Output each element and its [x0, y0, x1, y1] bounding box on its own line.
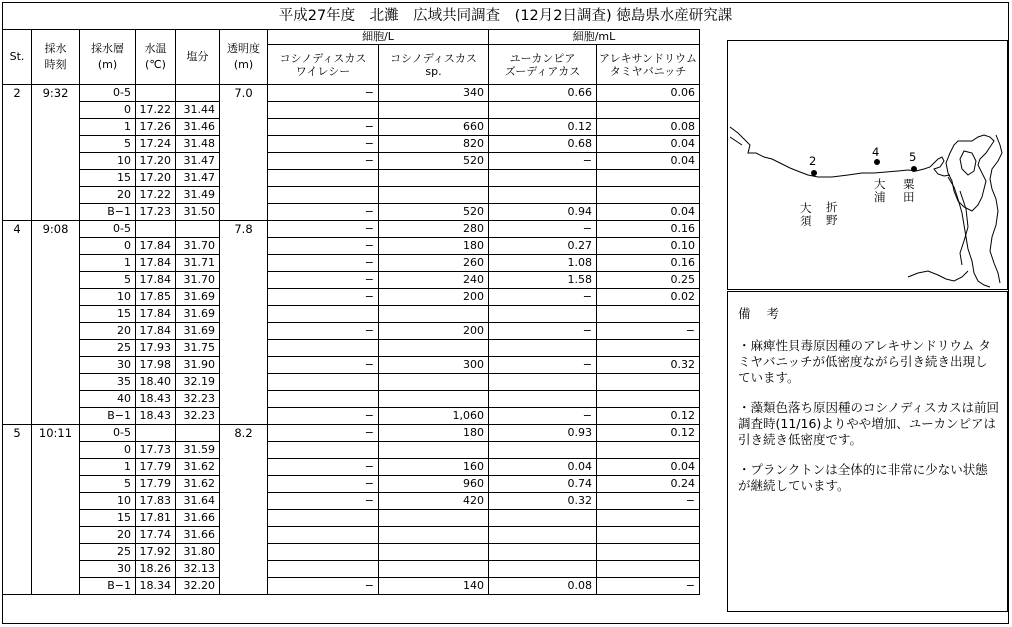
alexandrium-cell — [597, 391, 700, 408]
alexandrium-cell: 0.04 — [597, 459, 700, 476]
temperature-cell: 17.83 — [136, 493, 176, 510]
depth-cell: 15 — [80, 170, 136, 187]
coscinodiscus-wailesii-cell — [268, 102, 379, 119]
depth-cell: 10 — [80, 493, 136, 510]
header-unit-per-l: 細胞/L — [268, 30, 489, 45]
eucampia-cell: 0.68 — [489, 136, 597, 153]
coscinodiscus-sp-cell — [379, 170, 489, 187]
depth-cell: 35 — [80, 374, 136, 391]
alexandrium-cell: − — [597, 578, 700, 595]
coscinodiscus-sp-cell — [379, 527, 489, 544]
eucampia-cell: 0.32 — [489, 493, 597, 510]
header-species-1: コシノディスカス ワイレシー — [268, 45, 379, 85]
temperature-cell: 18.43 — [136, 408, 176, 425]
table-row — [3, 238, 700, 255]
coscinodiscus-sp-cell: 960 — [379, 476, 489, 493]
alexandrium-cell — [597, 374, 700, 391]
eucampia-cell: − — [489, 221, 597, 238]
header-transparency: 透明度 (m) — [220, 30, 268, 85]
table-row — [3, 357, 700, 374]
table-row — [3, 187, 700, 204]
eucampia-cell — [489, 442, 597, 459]
salinity-cell: 32.20 — [176, 578, 220, 595]
eucampia-cell — [489, 306, 597, 323]
table-row — [3, 527, 700, 544]
coscinodiscus-wailesii-cell: − — [268, 119, 379, 136]
depth-cell: 30 — [80, 561, 136, 578]
alexandrium-cell: 0.06 — [597, 85, 700, 102]
depth-cell: 15 — [80, 510, 136, 527]
header-temp: 水温 (℃) — [136, 30, 176, 85]
temperature-cell: 17.93 — [136, 340, 176, 357]
temperature-cell: 17.84 — [136, 255, 176, 272]
coscinodiscus-wailesii-cell: − — [268, 272, 379, 289]
table-row — [3, 374, 700, 391]
coastline-map-graphic — [728, 41, 1007, 289]
temperature-cell: 17.84 — [136, 238, 176, 255]
alexandrium-cell: 0.02 — [597, 289, 700, 306]
alexandrium-cell — [597, 510, 700, 527]
salinity-cell: 32.23 — [176, 391, 220, 408]
table-row — [3, 476, 700, 493]
table-row — [3, 85, 700, 102]
coscinodiscus-sp-cell: 140 — [379, 578, 489, 595]
table-row — [3, 136, 700, 153]
salinity-cell: 31.69 — [176, 323, 220, 340]
transparency-cell: 8.2 — [220, 425, 268, 595]
temperature-cell: 17.26 — [136, 119, 176, 136]
eucampia-cell: 0.74 — [489, 476, 597, 493]
coscinodiscus-wailesii-cell — [268, 527, 379, 544]
temperature-cell: 17.84 — [136, 323, 176, 340]
coscinodiscus-sp-cell: 200 — [379, 323, 489, 340]
remark-item: ・藻類色落ち原因種のコシノディスカスは前回調査時(11/16)よりやや増加、ユーカンピアは引き続き低密度です。 — [738, 400, 1000, 447]
eucampia-cell: − — [489, 408, 597, 425]
station-marker — [874, 159, 880, 165]
salinity-cell: 31.62 — [176, 476, 220, 493]
coscinodiscus-wailesii-cell — [268, 187, 379, 204]
temperature-cell: 17.20 — [136, 153, 176, 170]
depth-cell: 0 — [80, 102, 136, 119]
header-unit-per-ml: 細胞/mL — [489, 30, 700, 45]
temperature-cell: 18.43 — [136, 391, 176, 408]
alexandrium-cell: 0.08 — [597, 119, 700, 136]
alexandrium-cell — [597, 527, 700, 544]
eucampia-cell: − — [489, 289, 597, 306]
depth-cell: 5 — [80, 476, 136, 493]
header-depth: 採水層 (m) — [80, 30, 136, 85]
salinity-cell: 31.70 — [176, 238, 220, 255]
coscinodiscus-sp-cell — [379, 306, 489, 323]
coscinodiscus-sp-cell — [379, 544, 489, 561]
coscinodiscus-wailesii-cell: − — [268, 221, 379, 238]
eucampia-cell: − — [489, 357, 597, 374]
survey-table — [2, 29, 700, 595]
table-row — [3, 459, 700, 476]
coscinodiscus-sp-cell: 260 — [379, 255, 489, 272]
header-species-2: コシノディスカス sp. — [379, 45, 489, 85]
table-row — [3, 544, 700, 561]
station-label: 2 — [809, 154, 817, 168]
coscinodiscus-sp-cell — [379, 442, 489, 459]
table-row — [3, 102, 700, 119]
coscinodiscus-sp-cell — [379, 340, 489, 357]
coscinodiscus-wailesii-cell — [268, 544, 379, 561]
eucampia-cell — [489, 527, 597, 544]
temperature-cell: 17.22 — [136, 102, 176, 119]
eucampia-cell: 0.04 — [489, 459, 597, 476]
temperature-cell: 17.74 — [136, 527, 176, 544]
station-marker — [911, 166, 917, 172]
eucampia-cell: 0.27 — [489, 238, 597, 255]
table-row — [3, 561, 700, 578]
eucampia-cell: 0.93 — [489, 425, 597, 442]
coscinodiscus-wailesii-cell: − — [268, 204, 379, 221]
coscinodiscus-sp-cell: 1,060 — [379, 408, 489, 425]
coscinodiscus-sp-cell: 420 — [379, 493, 489, 510]
salinity-cell: 31.66 — [176, 527, 220, 544]
depth-cell: 0-5 — [80, 425, 136, 442]
salinity-cell: 31.47 — [176, 153, 220, 170]
salinity-cell: 32.19 — [176, 374, 220, 391]
alexandrium-cell — [597, 102, 700, 119]
station-label: 5 — [909, 150, 917, 164]
remarks-panel — [727, 291, 1008, 612]
table-row — [3, 578, 700, 595]
salinity-cell — [176, 425, 220, 442]
alexandrium-cell: 0.25 — [597, 272, 700, 289]
temperature-cell: 17.79 — [136, 459, 176, 476]
temperature-cell: 17.23 — [136, 204, 176, 221]
alexandrium-cell: 0.16 — [597, 255, 700, 272]
alexandrium-cell — [597, 187, 700, 204]
header-time: 採水 時刻 — [32, 30, 80, 85]
table-row — [3, 408, 700, 425]
coscinodiscus-wailesii-cell — [268, 442, 379, 459]
coscinodiscus-sp-cell: 300 — [379, 357, 489, 374]
depth-cell: 20 — [80, 187, 136, 204]
station-id-cell: 2 — [3, 85, 32, 221]
station-label: 4 — [872, 145, 880, 159]
depth-cell: 15 — [80, 306, 136, 323]
temperature-cell — [136, 85, 176, 102]
depth-cell: 0-5 — [80, 85, 136, 102]
salinity-cell: 31.66 — [176, 510, 220, 527]
table-row — [3, 170, 700, 187]
eucampia-cell — [489, 510, 597, 527]
table-row — [3, 306, 700, 323]
alexandrium-cell: 0.12 — [597, 408, 700, 425]
coscinodiscus-sp-cell: 240 — [379, 272, 489, 289]
temperature-cell: 17.20 — [136, 170, 176, 187]
depth-cell: 1 — [80, 119, 136, 136]
alexandrium-cell — [597, 340, 700, 357]
coscinodiscus-wailesii-cell: − — [268, 459, 379, 476]
eucampia-cell — [489, 544, 597, 561]
temperature-cell: 17.84 — [136, 272, 176, 289]
table-row — [3, 323, 700, 340]
table-row — [3, 119, 700, 136]
alexandrium-cell: 0.04 — [597, 153, 700, 170]
table-row — [3, 221, 700, 238]
alexandrium-cell — [597, 544, 700, 561]
depth-cell: 1 — [80, 459, 136, 476]
coscinodiscus-sp-cell: 180 — [379, 238, 489, 255]
eucampia-cell — [489, 187, 597, 204]
place-label: 大須 — [800, 201, 812, 228]
coscinodiscus-wailesii-cell: − — [268, 476, 379, 493]
coscinodiscus-wailesii-cell: − — [268, 85, 379, 102]
station-id-cell: 4 — [3, 221, 32, 425]
depth-cell: 10 — [80, 289, 136, 306]
eucampia-cell — [489, 374, 597, 391]
coscinodiscus-sp-cell: 200 — [379, 289, 489, 306]
alexandrium-cell: 0.04 — [597, 136, 700, 153]
station-map — [727, 40, 1008, 290]
eucampia-cell — [489, 340, 597, 357]
eucampia-cell — [489, 170, 597, 187]
coscinodiscus-wailesii-cell: − — [268, 578, 379, 595]
temperature-cell: 17.22 — [136, 187, 176, 204]
depth-cell: 1 — [80, 255, 136, 272]
salinity-cell: 31.75 — [176, 340, 220, 357]
table-row — [3, 442, 700, 459]
temperature-cell: 17.24 — [136, 136, 176, 153]
place-label: 粟田 — [903, 177, 915, 204]
salinity-cell: 31.46 — [176, 119, 220, 136]
temperature-cell: 18.26 — [136, 561, 176, 578]
salinity-cell: 31.49 — [176, 187, 220, 204]
salinity-cell: 31.69 — [176, 306, 220, 323]
depth-cell: 20 — [80, 323, 136, 340]
depth-cell: 5 — [80, 272, 136, 289]
temperature-cell: 17.84 — [136, 306, 176, 323]
alexandrium-cell — [597, 306, 700, 323]
coscinodiscus-wailesii-cell — [268, 561, 379, 578]
temperature-cell: 17.79 — [136, 476, 176, 493]
header-salinity: 塩分 — [176, 30, 220, 85]
table-row — [3, 391, 700, 408]
coscinodiscus-wailesii-cell: − — [268, 238, 379, 255]
sampling-time-cell: 9:08 — [32, 221, 80, 425]
temperature-cell: 17.98 — [136, 357, 176, 374]
alexandrium-cell: 0.16 — [597, 221, 700, 238]
eucampia-cell — [489, 102, 597, 119]
coscinodiscus-sp-cell — [379, 374, 489, 391]
table-row — [3, 204, 700, 221]
depth-cell: 0 — [80, 238, 136, 255]
temperature-cell: 17.92 — [136, 544, 176, 561]
remark-item: ・麻痺性貝毒原因種のアレキサンドリウム タミヤバニッチが低密度ながら引き続き出現しています。 — [738, 338, 991, 385]
salinity-cell: 32.13 — [176, 561, 220, 578]
coscinodiscus-sp-cell: 660 — [379, 119, 489, 136]
place-label: 大浦 — [874, 177, 886, 204]
depth-cell: 25 — [80, 340, 136, 357]
salinity-cell: 31.80 — [176, 544, 220, 561]
coscinodiscus-wailesii-cell: − — [268, 408, 379, 425]
table-row — [3, 255, 700, 272]
alexandrium-cell — [597, 170, 700, 187]
alexandrium-cell — [597, 442, 700, 459]
salinity-cell: 31.59 — [176, 442, 220, 459]
coscinodiscus-wailesii-cell — [268, 374, 379, 391]
coscinodiscus-wailesii-cell: − — [268, 323, 379, 340]
sampling-time-cell: 10:11 — [32, 425, 80, 595]
coscinodiscus-sp-cell: 340 — [379, 85, 489, 102]
alexandrium-cell: 0.12 — [597, 425, 700, 442]
transparency-cell: 7.8 — [220, 221, 268, 425]
depth-cell: 30 — [80, 357, 136, 374]
table-row — [3, 289, 700, 306]
depth-cell: 10 — [80, 153, 136, 170]
remarks-heading: 備 考 — [738, 306, 785, 321]
table-row — [3, 340, 700, 357]
salinity-cell: 31.48 — [176, 136, 220, 153]
salinity-cell — [176, 221, 220, 238]
salinity-cell: 31.64 — [176, 493, 220, 510]
alexandrium-cell: 0.32 — [597, 357, 700, 374]
coscinodiscus-sp-cell — [379, 510, 489, 527]
coscinodiscus-sp-cell: 180 — [379, 425, 489, 442]
transparency-cell: 7.0 — [220, 85, 268, 221]
depth-cell: 20 — [80, 527, 136, 544]
depth-cell: B−1 — [80, 408, 136, 425]
coscinodiscus-wailesii-cell: − — [268, 255, 379, 272]
depth-cell: 25 — [80, 544, 136, 561]
sampling-time-cell: 9:32 — [32, 85, 80, 221]
header-st: St. — [3, 30, 32, 85]
eucampia-cell — [489, 561, 597, 578]
coscinodiscus-wailesii-cell: − — [268, 425, 379, 442]
alexandrium-cell: 0.04 — [597, 204, 700, 221]
salinity-cell: 31.90 — [176, 357, 220, 374]
depth-cell: 0 — [80, 442, 136, 459]
depth-cell: 5 — [80, 136, 136, 153]
salinity-cell: 31.44 — [176, 102, 220, 119]
coscinodiscus-wailesii-cell: − — [268, 493, 379, 510]
eucampia-cell: 0.66 — [489, 85, 597, 102]
coscinodiscus-sp-cell: 520 — [379, 153, 489, 170]
coscinodiscus-sp-cell — [379, 391, 489, 408]
table-row — [3, 153, 700, 170]
depth-cell: 40 — [80, 391, 136, 408]
coscinodiscus-wailesii-cell: − — [268, 357, 379, 374]
coscinodiscus-wailesii-cell — [268, 170, 379, 187]
eucampia-cell: − — [489, 323, 597, 340]
salinity-cell — [176, 85, 220, 102]
station-id-cell: 5 — [3, 425, 32, 595]
table-row — [3, 510, 700, 527]
eucampia-cell: 1.08 — [489, 255, 597, 272]
coscinodiscus-wailesii-cell: − — [268, 136, 379, 153]
alexandrium-cell: − — [597, 493, 700, 510]
alexandrium-cell — [597, 561, 700, 578]
temperature-cell — [136, 221, 176, 238]
coscinodiscus-sp-cell — [379, 102, 489, 119]
table-row — [3, 272, 700, 289]
coscinodiscus-wailesii-cell — [268, 510, 379, 527]
depth-cell: 0-5 — [80, 221, 136, 238]
alexandrium-cell: 0.10 — [597, 238, 700, 255]
temperature-cell: 17.73 — [136, 442, 176, 459]
salinity-cell: 31.69 — [176, 289, 220, 306]
salinity-cell: 31.47 — [176, 170, 220, 187]
coscinodiscus-wailesii-cell: − — [268, 153, 379, 170]
salinity-cell: 31.50 — [176, 204, 220, 221]
temperature-cell: 18.34 — [136, 578, 176, 595]
eucampia-cell: 0.08 — [489, 578, 597, 595]
header-species-4: アレキサンドリウム タミヤバニッチ — [597, 45, 700, 85]
eucampia-cell — [489, 391, 597, 408]
salinity-cell: 32.23 — [176, 408, 220, 425]
table-row — [3, 425, 700, 442]
alexandrium-cell: − — [597, 323, 700, 340]
eucampia-cell: 1.58 — [489, 272, 597, 289]
eucampia-cell: 0.12 — [489, 119, 597, 136]
coscinodiscus-sp-cell — [379, 187, 489, 204]
header-species-3: ユーカンピア ズーディアカス — [489, 45, 597, 85]
page-title: 平成27年度 北灘 広域共同調査 (12月2日調査) 徳島県水産研究課 — [2, 2, 1009, 29]
coscinodiscus-sp-cell: 520 — [379, 204, 489, 221]
coscinodiscus-sp-cell: 160 — [379, 459, 489, 476]
temperature-cell: 17.81 — [136, 510, 176, 527]
eucampia-cell: 0.94 — [489, 204, 597, 221]
temperature-cell: 18.40 — [136, 374, 176, 391]
coscinodiscus-wailesii-cell: − — [268, 289, 379, 306]
coscinodiscus-wailesii-cell — [268, 340, 379, 357]
coscinodiscus-wailesii-cell — [268, 391, 379, 408]
table-row — [3, 493, 700, 510]
salinity-cell: 31.70 — [176, 272, 220, 289]
temperature-cell: 17.85 — [136, 289, 176, 306]
coscinodiscus-sp-cell: 820 — [379, 136, 489, 153]
coscinodiscus-sp-cell — [379, 561, 489, 578]
alexandrium-cell: 0.24 — [597, 476, 700, 493]
depth-cell: B−1 — [80, 204, 136, 221]
eucampia-cell: − — [489, 153, 597, 170]
remark-item: ・プランクトンは全体的に非常に少ない状態が継続しています。 — [738, 462, 988, 493]
depth-cell: B−1 — [80, 578, 136, 595]
temperature-cell — [136, 425, 176, 442]
place-label: 折野 — [826, 200, 838, 227]
station-marker — [811, 170, 817, 176]
salinity-cell: 31.71 — [176, 255, 220, 272]
salinity-cell: 31.62 — [176, 459, 220, 476]
coscinodiscus-sp-cell: 280 — [379, 221, 489, 238]
coscinodiscus-wailesii-cell — [268, 306, 379, 323]
